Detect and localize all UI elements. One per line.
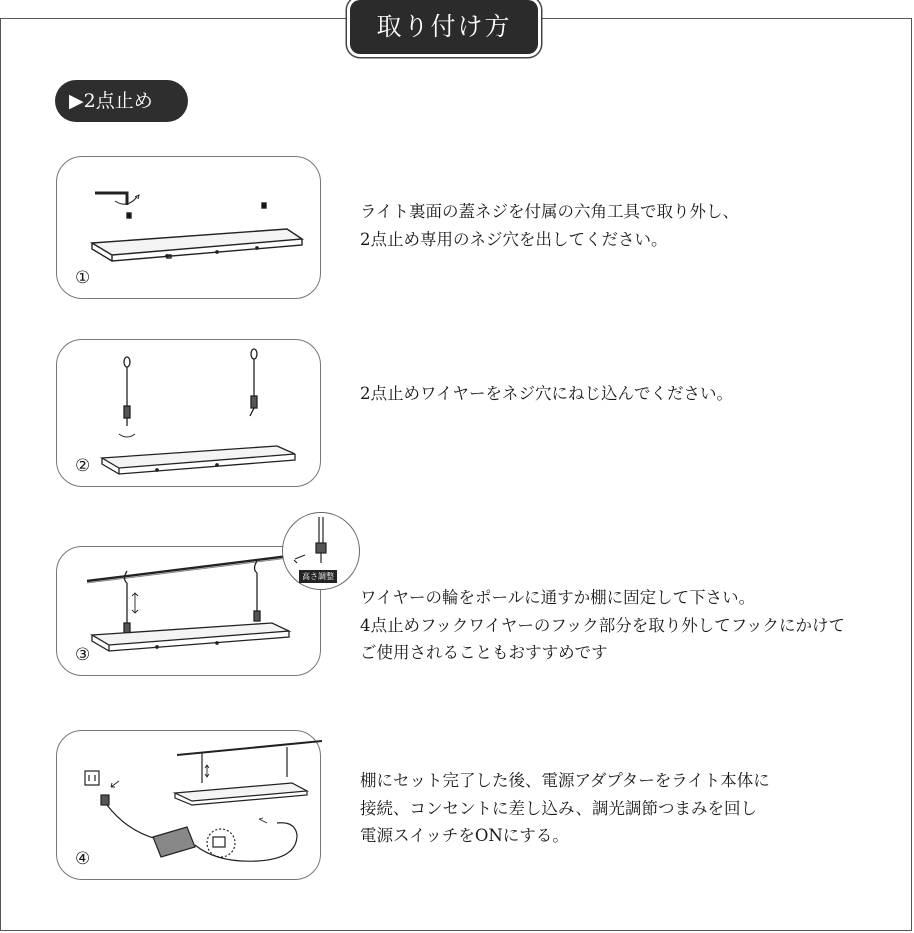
step-4-line-2: 接続、コンセントに差し込み、調光調節つまみを回し xyxy=(360,798,757,818)
page-title: 取り付け方 xyxy=(376,12,512,41)
step-4-number: ④ xyxy=(75,849,91,869)
step-4-text xyxy=(360,767,770,850)
step-2-illustration xyxy=(56,339,321,487)
section-badge: ▶2点止め xyxy=(55,80,188,122)
step-1-line-2: 2点止め専用のネジ穴を出してください。 xyxy=(360,229,668,249)
step-3-number: ③ xyxy=(75,645,91,665)
step-1-drawing xyxy=(57,157,322,300)
step-2-line-1: 2点止めワイヤーをネジ穴にねじ込んでください。 xyxy=(360,384,734,403)
step-3-line-3: ご使用されることもおすすめです xyxy=(360,643,608,663)
step-4-line-1: 棚にセット完了した後、電源アダプターをライト本体に xyxy=(360,771,770,790)
step-1-line-1: ライト裏面の蓋ネジを付属の六角工具で取り外し、 xyxy=(360,202,740,221)
step-2-number: ② xyxy=(75,456,91,476)
step-1-illustration xyxy=(56,156,321,299)
step-4-illustration xyxy=(56,730,321,880)
step-3-line-1: ワイヤーの輪をポールに通すか棚に固定して下さい。 xyxy=(360,588,756,607)
step-3-line-2: 4点止めフックワイヤーのフック部分を取り外してフックにかけて xyxy=(360,615,846,635)
step-1-text xyxy=(360,198,739,253)
height-adjust-label: 高さ調整 xyxy=(299,570,337,583)
step-1-number: ① xyxy=(75,268,91,288)
step-4-drawing xyxy=(57,731,322,881)
step-2-text xyxy=(360,380,733,408)
title-badge xyxy=(350,0,538,54)
step-2-drawing xyxy=(57,340,322,488)
step-4-line-3: 電源スイッチをONにする。 xyxy=(360,826,569,846)
height-adjust-zoom xyxy=(282,512,360,590)
step-3-illustration xyxy=(56,546,321,676)
step-3-text xyxy=(360,584,845,667)
